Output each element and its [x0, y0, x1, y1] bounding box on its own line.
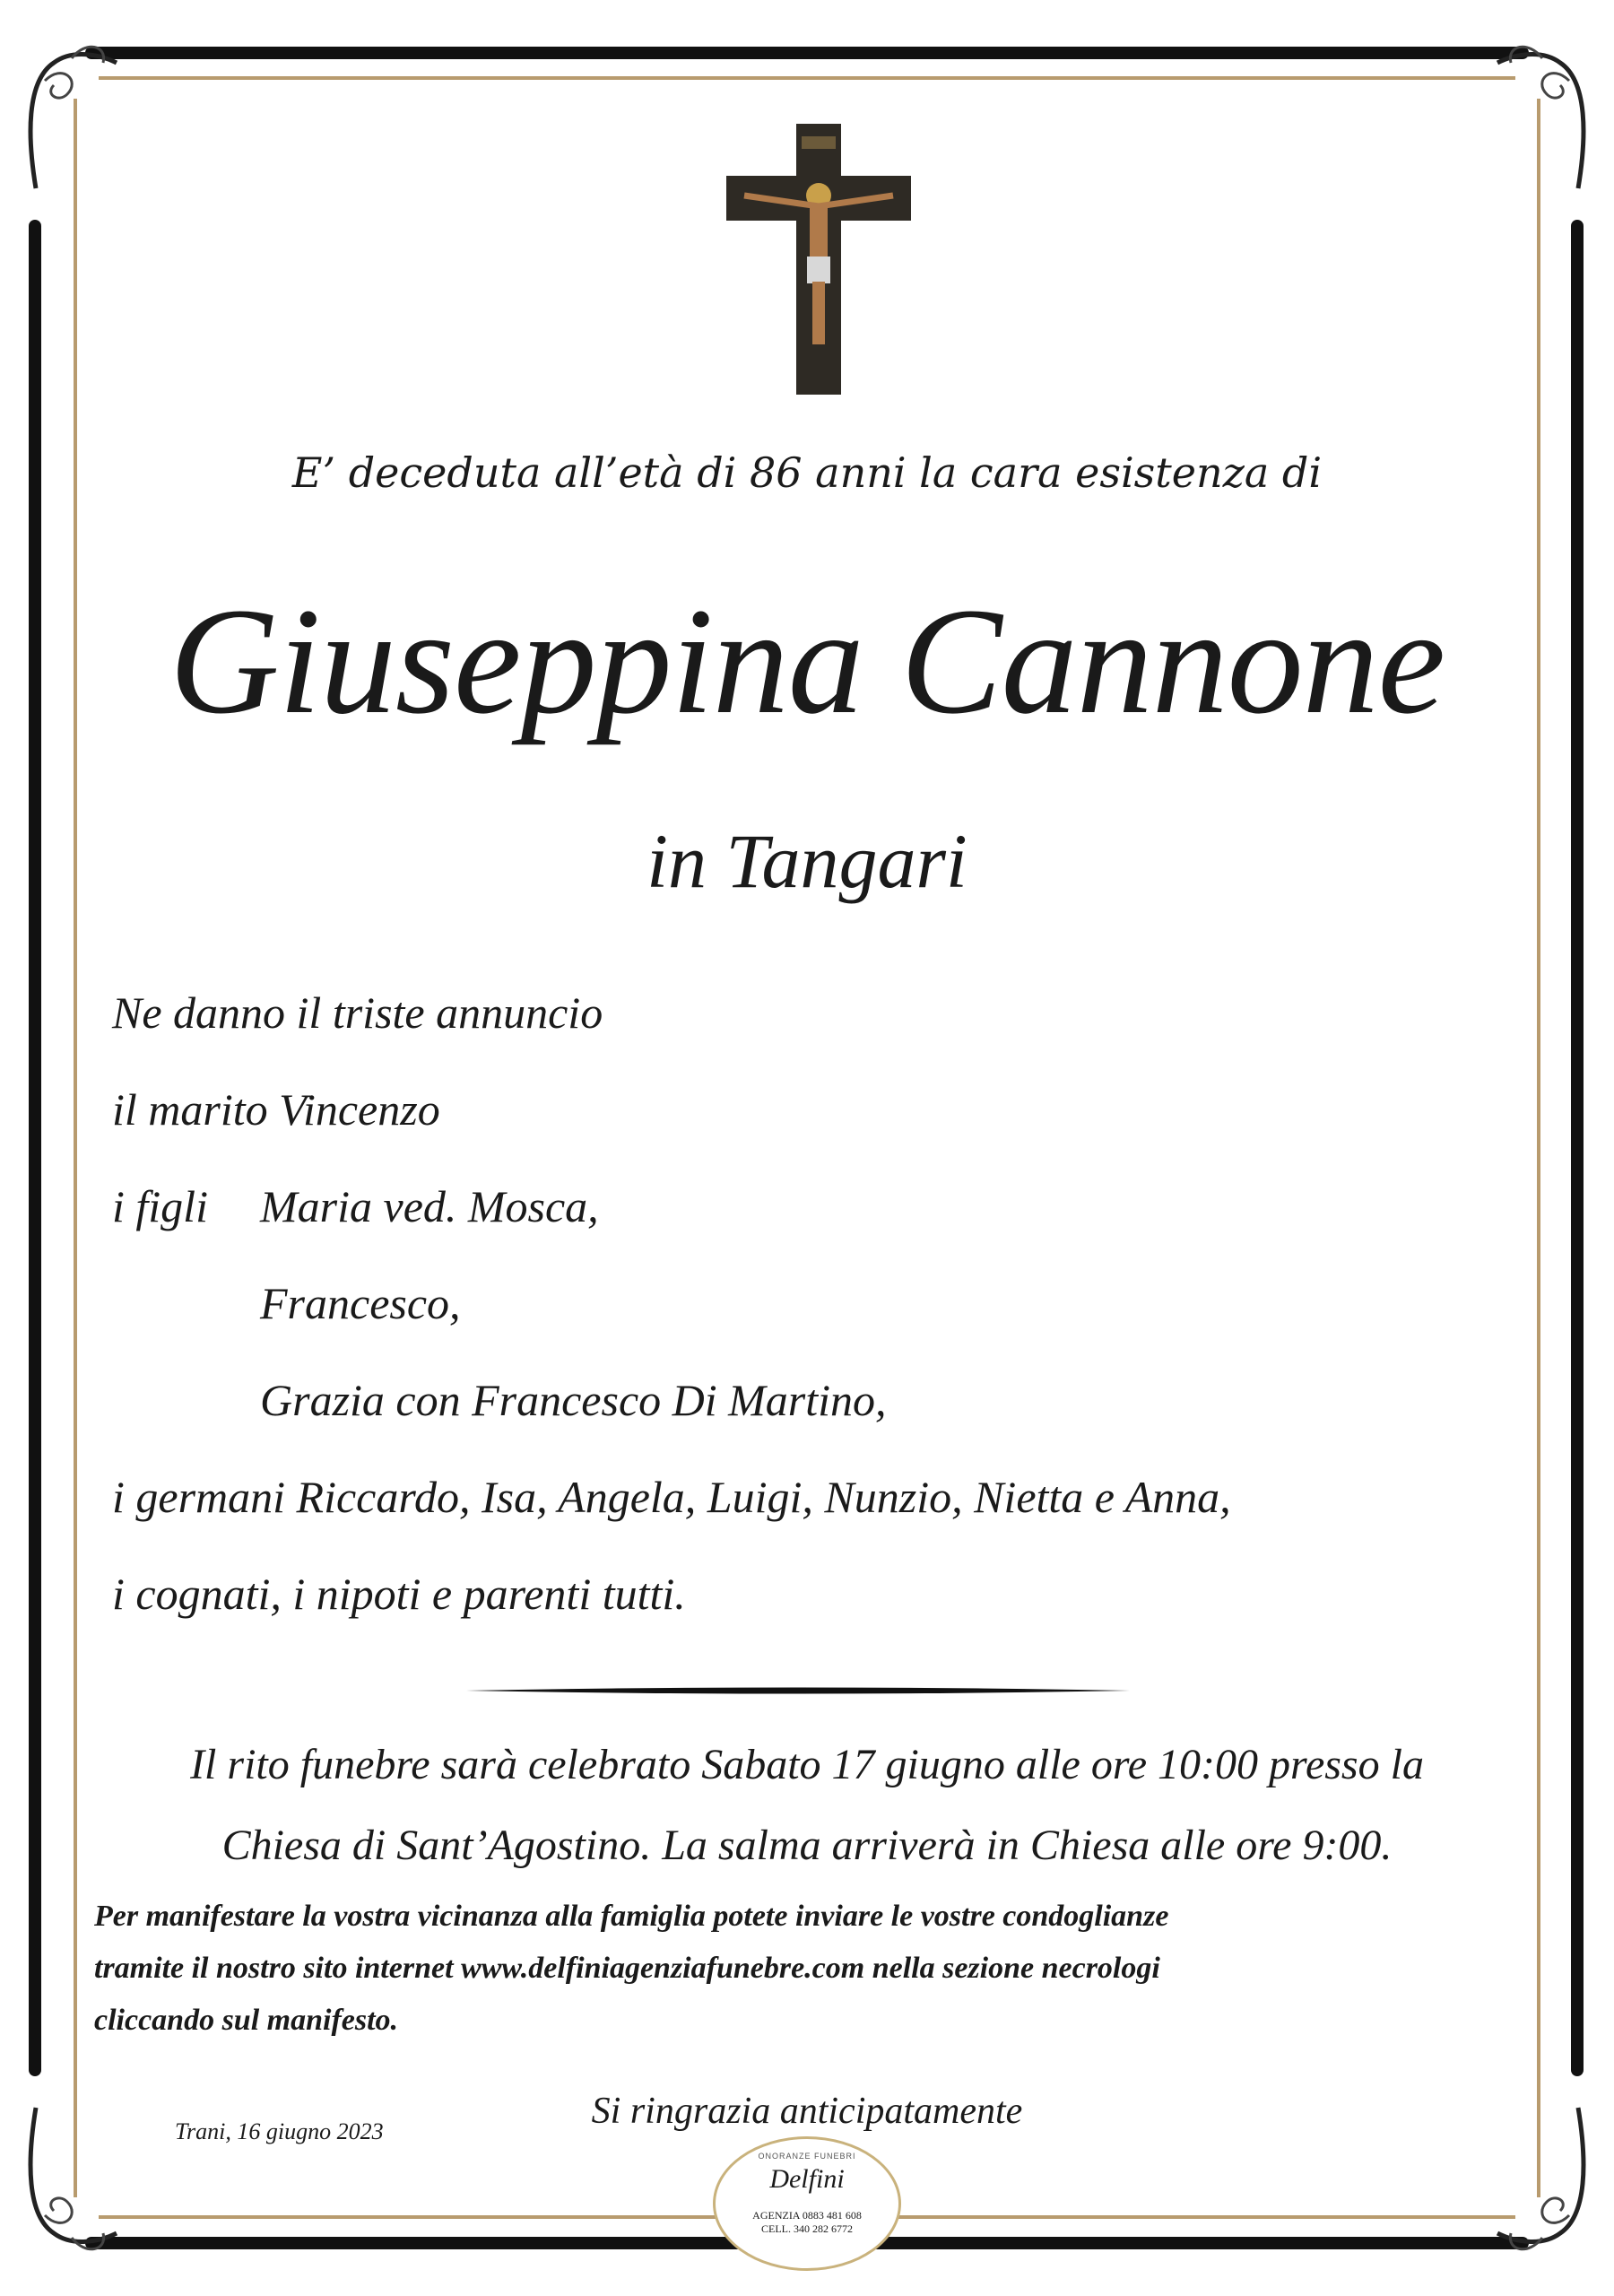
thanks-text: Si ringrazia anticipatamente — [591, 2091, 1023, 2132]
announcer-line: Maria ved. Mosca, — [260, 1181, 599, 1231]
corner-ornament-icon — [18, 27, 126, 206]
intro-text: E’ deceduta all’età di 86 anni la cara esistenza di — [291, 448, 1323, 497]
frame-left-bar — [29, 220, 41, 2076]
announcer-line: Grazia con Francesco Di Martino, — [260, 1375, 887, 1425]
condolences-note-line: Per manifestare la vostra vicinanza alla famiglia potete inviare le vostre condoglianze — [94, 1900, 1169, 1933]
announcer-line: Francesco, — [260, 1278, 461, 1328]
married-name: in Tangari — [646, 818, 968, 904]
frame-gold-left — [74, 99, 77, 2197]
announcer-line: i germani Riccardo, Isa, Angela, Luigi, Nunzio, Nietta e Anna, — [112, 1472, 1231, 1522]
announcer-line: il marito Vincenzo — [112, 1084, 440, 1135]
announcer-line: i figli — [112, 1181, 208, 1231]
condolences-note-line: cliccando sul manifesto. — [94, 2004, 399, 2037]
corner-ornament-icon — [1488, 27, 1596, 206]
agency-logo — [713, 2136, 901, 2271]
crucifix-icon — [726, 124, 911, 395]
frame-gold-right — [1537, 99, 1540, 2197]
divider — [466, 1686, 1130, 1695]
frame-gold-top — [99, 76, 1515, 80]
agency-brand: Delfini — [769, 2164, 845, 2194]
agency-tagline: ONORANZE FUNEBRI — [758, 2152, 856, 2161]
rite-line: Chiesa di Sant’Agostino. La salma arriverà in Chiesa alle ore 9:00. — [221, 1822, 1393, 1869]
announcer-line: Ne danno il triste annuncio — [112, 987, 603, 1038]
agency-cell: CELL. 340 282 6772 — [761, 2222, 853, 2235]
condolences-note-line: tramite il nostro sito internet www.delfiniagenziafunebre.com nella sezione necrologi — [94, 1952, 1160, 1985]
deceased-name: Giuseppina Cannone — [169, 577, 1445, 745]
agency-phone: AGENZIA 0883 481 608 — [752, 2209, 862, 2222]
announcer-line: i cognati, i nipoti e parenti tutti. — [112, 1569, 686, 1619]
place-date: Trani, 16 giugno 2023 — [175, 2118, 384, 2144]
frame-top-bar — [85, 47, 1529, 59]
frame-right-bar — [1571, 220, 1584, 2076]
rite-line: Il rito funebre sarà celebrato Sabato 17 giugno alle ore 10:00 presso la — [190, 1741, 1424, 1788]
